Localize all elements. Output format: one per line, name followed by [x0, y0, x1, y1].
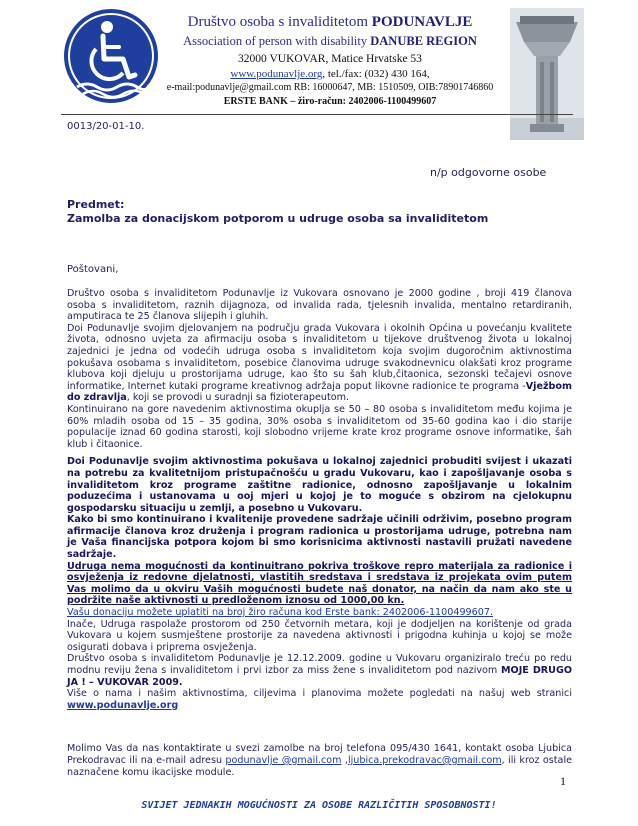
bank-account: ERSTE BANK – žiro-račun: 2402006-1100499607: [223, 96, 437, 107]
address: 32000 VUKOVAR, Matice Hrvatske 53: [238, 53, 422, 65]
paragraph-support-request: Kako bi smo kontinuirano i kvalitenije provedene sadržaje učinili održivim, posebno program afirmacije članova kroz druženja i program radionica u prostorijama udruge, potrebna nam je Vaša financijska potpora kojom bi smo korisnicima aktivnosti nastavili pružati navedene sadržaje.: [67, 514, 572, 561]
subject-text: Zamolba za donacijskom potporom u udruge osoba sa invaliditetom: [67, 212, 489, 225]
website-link[interactable]: www.podunavlje.org: [230, 68, 323, 80]
paragraph-founding: Društvo osoba s invaliditetom Podunavlje iz Vukovara osnovano je 2000 godine , broji 419 članova osoba s invaliditetom, raznih dijagnoza, od invalida rada, tjelesnih invalida, mentalno retardiranih, amputiraca te 25 članova slijepih i gluhih.: [67, 288, 572, 323]
recipient: n/p odgovorne osobe: [430, 166, 547, 179]
footer-slogan: SVIJET JEDNAKIH MOGUĆNOSTI ZA OSOBE RAZLIČITIH SPOSOBNOSTI!: [141, 800, 497, 811]
org-name-english: Association of person with disability DANUBE REGION: [183, 34, 477, 48]
website-link-body[interactable]: www.podunavlje.org: [67, 699, 179, 711]
paragraph-fashion-show: Društvo osoba s invaliditetom Podunavlje je 12.12.2009. godine u Vukovaru organiziralo treću po redu modnu reviju žena s invaliditetom i prvi izbor za miss žene s invaliditetom pod nazivom MOJE DRUGO JA ! – VUKOVAR 2009.: [67, 653, 573, 688]
paragraph-premises: Inače, Udruga raspolaže prostorom od 250 četvornih metara, koji je dodjeljen na korištenje od grada Vukovara u kojem susmještene prostorije za navedena aktivnosti i prigodna kuhinja u kojoj se može osigurati dobava i priprema osvježenja.: [67, 618, 572, 653]
email-link-podunavlje[interactable]: podunavlje @gmail.com: [225, 755, 342, 766]
subject-label: Predmet:: [67, 198, 125, 211]
letter-body: [67, 288, 572, 711]
closing-paragraph: Molimo Vas da nas kontaktirate u svezi zamolbe na broj telefona 095/430 1641, kontakt osoba Ljubica Prekodravac ili na e-mail adresu podunavlje @gmail.com ,ljubica.prekodravac@gmail.com, ili kroz ostale naznačene komu ikacijske module.: [67, 743, 573, 778]
water-tower-image: [510, 8, 584, 140]
paragraph-bank-account: Vašu donaciju možete uplatiti na broj žiro računa kod Erste bank: 2402006-1100499607.: [67, 607, 494, 619]
paragraph-awareness: Doi Podunavlje svojim aktivnostima pokušava u lokalnoj zajednici probuditi svijest i ukazati na potrebu za kvalitetnijom pristupačnošću u gradu Vukovaru, kao i zapošljavanje osoba s invaliditetom kroz programe zaštitne radionice, odnosno zapošljavanje u lokalnim poduzećima i ustanovama u ooj mjeri u kojoj je to moguće s obzirom na cjelokupnu gospodarsku situaciju u zemlji, a posebno u Vukovaru.: [67, 456, 572, 514]
paragraph-donation-request: Udruga nema mogućnosti da kontinuitrano pokriva troškove repro materijala za radionice i osvježenja iz redovne djelatnosti, vlastitih sredstava i sredstava iz projekata ovim putem Vas molimo da u okviru Vaših mogućnosti budete naš donator, na način da nam ako ste u podržite naše aktivnosti u predloženom iznosu od 1000,00 kn.: [67, 560, 572, 607]
greeting: Poštovani,: [67, 264, 119, 275]
reference-number: 0013/20-01-10.: [67, 121, 145, 132]
org-name: Društvo osoba s invaliditetom PODUNAVLJE: [187, 14, 473, 30]
paragraph-website: Više o nama i našim aktivnostima, ciljevima i planovima možete pogledati na našuj web stranici www.podunavlje.org: [67, 688, 572, 711]
website-phone-line: www.podunavlje.org, tel./fax: (032) 430 164,: [230, 68, 430, 80]
page-number: 1: [560, 774, 566, 788]
paragraph-activities: Doi Podunavlje svojim djelovanjem na području grada Vukovara i okolnih Općina u povećanju kvalitete života, odnosno uvjeta za afirmaciju osoba s invaliditetom u tijekove društvenog života u lokalnoj zajednici je jedna od vodećih udruga osoba s invaliditetom koja svojim dugoročnim aktivnostima pokušava osobama s invaliditetom, posebice članovima udruge svakodnevnicu olakšati kroz programe klubova koji djeluju u prostorijama udruge, kao što su šah klub,čitaonica, sezonski tečajevi osnove informatike, Internet kutaki programe kreativnog adržaja poput likovne radionice te programa -Vježbom do zdravlja, koji se provodi u suradnji sa fizioterapeutom.: [67, 322, 572, 404]
paragraph-participants: Kontinuirano na gore navedenim aktivnostima okuplja se 50 – 80 osoba s invaliditetom među kojima je 60% mladih osoba od 15 – 35 godina, 30% osoba s invaliditetom od 35-60 godina kao i dio starije populacije iznad 60 godina starosti, koji slobodno vrijeme krate kroz programe osnove informatike, šah klub i čitaonice.: [67, 403, 572, 450]
email-link-ljubica[interactable]: ljubica.prekodravac@gmail.com: [347, 755, 502, 766]
email-registration-line: e-mail:podunavlje@gmail.com RB: 16000647, MB: 1510509, OIB:78901746860: [166, 82, 494, 93]
header-divider: [61, 114, 573, 115]
